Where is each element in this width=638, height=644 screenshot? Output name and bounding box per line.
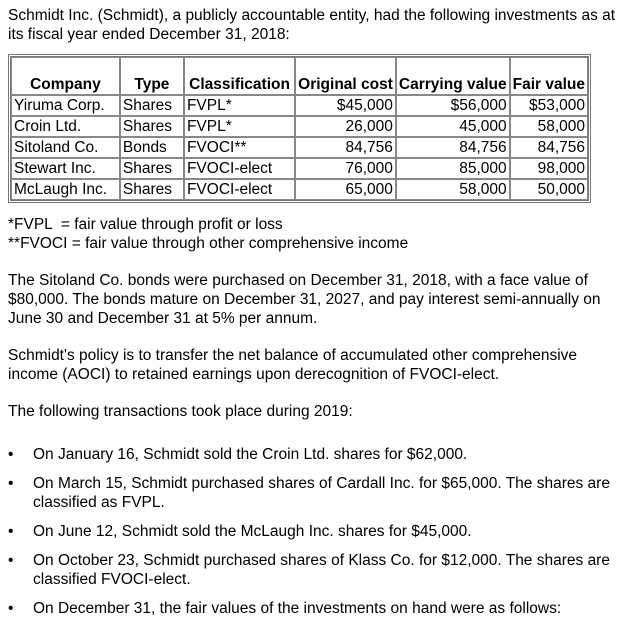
table-cell: 84,756 <box>510 137 588 158</box>
table-cell: Shares <box>120 95 184 116</box>
list-item: • On January 16, Schmidt sold the Croin Ltd. shares for $62,000. <box>8 445 630 464</box>
table-cell: 45,000 <box>396 116 510 137</box>
table-cell: FVOCI-elect <box>184 179 295 200</box>
col-fair-value: Fair value <box>510 57 588 95</box>
col-type: Type <box>120 57 184 95</box>
policy-paragraph: Schmidt's policy is to transfer the net balance of accumulated other comprehensive income (AOCI) to retained earnings upon derecognition of FVOCI-elect. <box>8 347 578 383</box>
col-classification: Classification <box>184 57 295 95</box>
table-cell: Shares <box>120 179 184 200</box>
list-item: • On June 12, Schmidt sold the McLaugh Inc. shares for $45,000. <box>8 522 630 541</box>
col-carrying-value: Carrying value <box>396 57 510 95</box>
table-cell: 98,000 <box>510 158 588 179</box>
table-row <box>11 137 588 158</box>
table-cell: Stewart Inc. <box>11 158 120 179</box>
table-cell: Shares <box>120 158 184 179</box>
table-row <box>11 158 588 179</box>
footnotes <box>8 215 630 253</box>
table-cell: FVOCI** <box>184 137 295 158</box>
table-cell: $53,000 <box>510 95 588 116</box>
table-cell: FVPL* <box>184 95 295 116</box>
table-cell: Yiruma Corp. <box>11 95 120 116</box>
table-cell: Sitoland Co. <box>11 137 120 158</box>
table-cell: 84,756 <box>295 137 396 158</box>
table-cell: 58,000 <box>510 116 588 137</box>
table-cell: $56,000 <box>396 95 510 116</box>
table-cell: 65,000 <box>295 179 396 200</box>
list-item: • On December 31, the fair values of the investments on hand were as follows: <box>8 599 630 618</box>
table-cell: Croin Ltd. <box>11 116 120 137</box>
list-item: • On March 15, Schmidt purchased shares of Cardall Inc. for $65,000. The shares are classified as FVPL. <box>8 474 630 512</box>
table-cell: FVOCI-elect <box>184 158 295 179</box>
table-row <box>11 116 588 137</box>
table-row <box>11 95 588 116</box>
intro-paragraph: Schmidt Inc. (Schmidt), a publicly accountable entity, had the following investments as at its fiscal year ended December 31, 2018: <box>8 7 616 43</box>
table-cell: 84,756 <box>396 137 510 158</box>
table-row <box>11 179 588 200</box>
transactions-list <box>8 445 630 618</box>
footnote-fvoci: **FVOCI = fair value through other comprehensive income <box>8 235 409 252</box>
table-cell: 76,000 <box>295 158 396 179</box>
table-cell: 26,000 <box>295 116 396 137</box>
table-cell: 58,000 <box>396 179 510 200</box>
table-cell: McLaugh Inc. <box>11 179 120 200</box>
transactions-intro: The following transactions took place during 2019: <box>8 403 353 420</box>
table-cell: FVPL* <box>184 116 295 137</box>
table-cell: $45,000 <box>295 95 396 116</box>
footnote-fvpl: *FVPL = fair value through profit or loss <box>8 216 283 233</box>
table-cell: 85,000 <box>396 158 510 179</box>
bonds-paragraph: The Sitoland Co. bonds were purchased on December 31, 2018, with a face value of $80,000. The bonds mature on December 31, 2027, and pay interest semi-annually on June 30 and December 31 at 5% per annum. <box>8 272 601 327</box>
table-cell: Shares <box>120 116 184 137</box>
table-cell: 50,000 <box>510 179 588 200</box>
table-header-row <box>11 57 588 95</box>
list-item: • On October 23, Schmidt purchased shares of Klass Co. for $12,000. The shares are classified FVOCI-elect. <box>8 551 630 589</box>
table-cell: Bonds <box>120 137 184 158</box>
col-original-cost: Original cost <box>295 57 396 95</box>
col-company: Company <box>11 57 120 95</box>
investments-table <box>8 54 591 203</box>
